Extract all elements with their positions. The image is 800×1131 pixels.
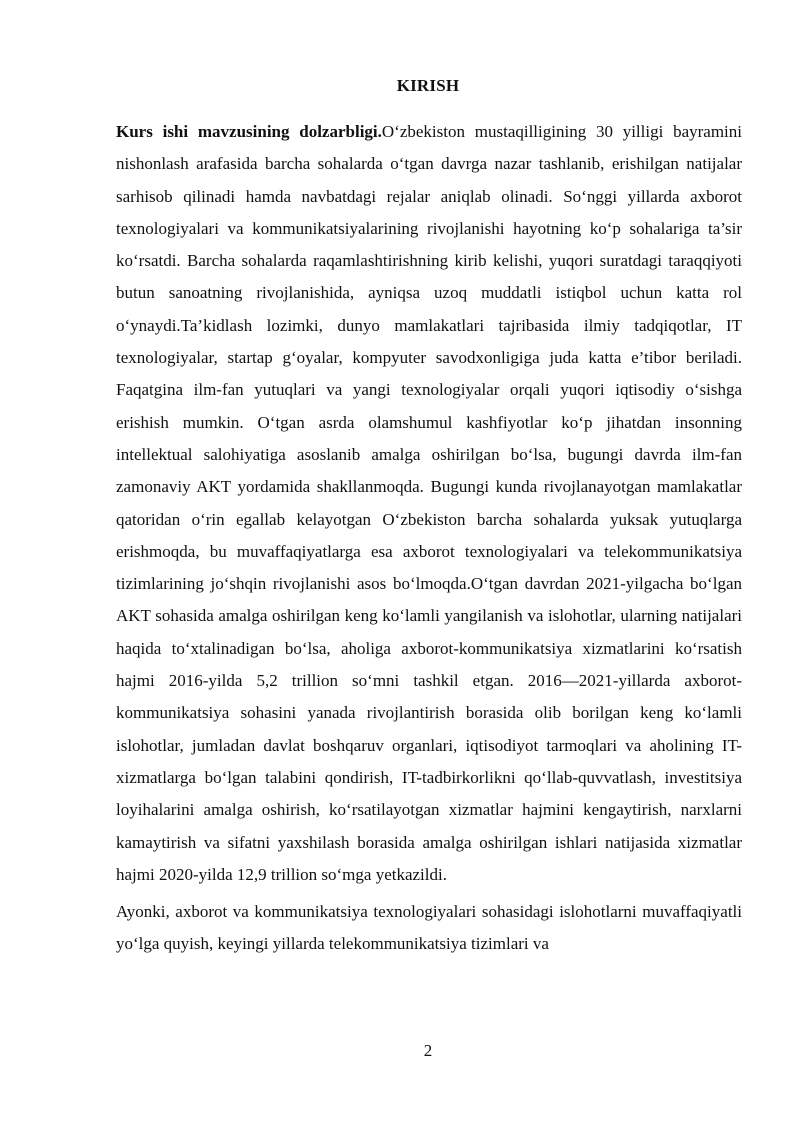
paragraph-text: O‘zbekiston mustaqilligining 30 yilligi bayramini nishonlash arafasida barcha sohalarda o‘tgan davrga nazar tashlanib, erishilgan natijalar sarhisob qilinadi hamda navbatdagi rejalar aniqlab olinadi. So‘nggi yillarda axborot texnologiyalari va kommunikatsiyalarining rivojlanishi hayotning ko‘p sohalariga ta’sir ko‘rsatdi. Barcha sohalarda raqamlashtirishning kirib kelishi, yuqori suratdagi taraqqiyoti butun sanoatning rivojlanishida, ayniqsa uzoq muddatli istiqbol uchun katta rol o‘ynaydi.Ta’kidlash lozimki, dunyo mamlakatlari tajribasida ilmiy tadqiqotlar, IT texnologiyalar, startap g‘oyalar, kompyuter savodxonligiga juda katta e’tibor beriladi. Faqatgina ilm-fan yutuqlari va yangi texnologiyalar orqali yuqori iqtisodiy o‘sishga erishish mumkin. O‘tgan asrda olamshumul kashfiyotlar ko‘p jihatdan insonning intellektual salohiyatiga asoslanib amalga oshirilgan bo‘lsa, bugungi davrda ilm-fan zamonaviy AKT yordamida shakllanmoqda. Bugungi kunda rivojlanayotgan mamlakatlar qatoridan o‘rin egallab kelayotgan O‘zbekiston barcha sohalarda yuksak yutuqlarga erishmoqda, bu muvaffaqiyatlarga esa axborot texnologiyalari va telekommunikatsiya tizimlarining jo‘shqin rivojlanishi asos bo‘lmoqda.O‘tgan davrdan 2021-yilgacha bo‘lgan AKT sohasida amalga oshirilgan keng ko‘lamli yangilanish va islohotlar, ularning natijalari haqida to‘xtalinadigan bo‘lsa, aholiga axborot-kommunikatsiya xizmatlarini ko‘rsatish hajmi 2016-yilda 5,2 trillion so‘mni tashkil etgan. 2016—2021-yillarda axborot-kommunikatsiya sohasini yanada rivojlantirish borasida olib borilgan keng ko‘lamli islohotlar, jumladan davlat boshqaruv organlari, iqtisodiyot tarmoqlari va aholining IT-xizmatlarga bo‘lgan talabini qondirish, IT-tadbirkorlikni qo‘llab-quvvatlash, investitsiya loyihalarini amalga oshirish, ko‘rsatilayotgan xizmatlar hajmini kengaytirish, narxlarni kamaytirish va sifatni yaxshilash borasida amalga oshirilgan ishlari natijasida xizmatlar hajmi 2020-yilda 12,9 trillion so‘mga yetkazildi. [116,122,742,884]
paragraph-lead: Kurs ishi mavzusining dolzarbligi. [116,122,382,141]
paragraph-continuation [116,896,742,961]
paragraph-text: Ayonki, axborot va kommunikatsiya texnologiyalari sohasidagi islohotlarni muvaffaqiyatli yo‘lga quyish, keyingi yillarda telekommunikatsiya tizimlari va [116,902,742,954]
document-body [116,116,742,961]
paragraph-relevance [116,116,742,891]
section-heading: KIRISH [396,76,460,95]
page-number: 2 [423,1041,433,1060]
